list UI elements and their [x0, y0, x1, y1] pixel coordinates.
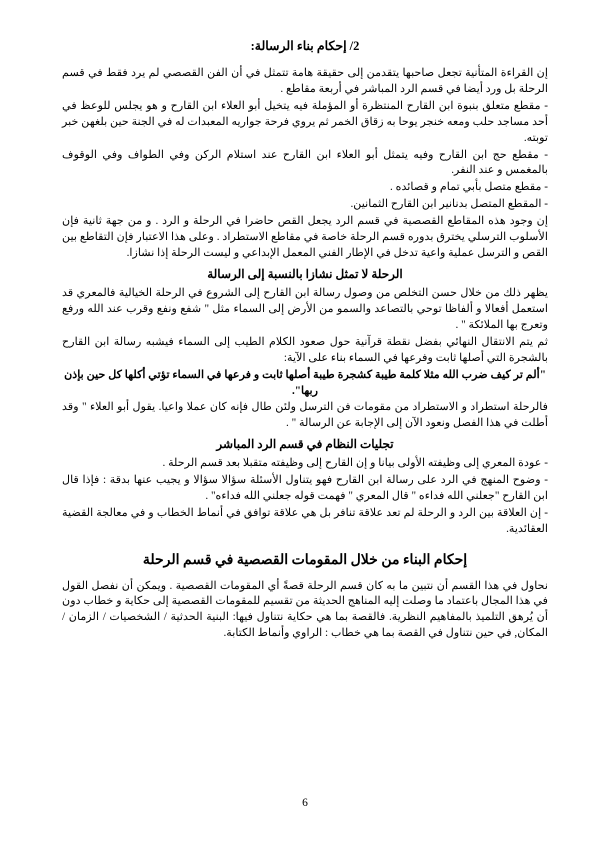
paragraph: - مقطع حج ابن القارح وفيه يتمثل أبو العلاء ابن القارح عند استلام الركن وفي الطواف وفي الوقوف بالمغمس و عند النفر.: [62, 148, 548, 177]
subheading-rihla: الرحلة لا تمثل نشازا بالنسبة إلى الرسالة: [207, 266, 403, 281]
istitrad-paragraphs: [62, 400, 548, 432]
subheading-nidham: تجليات النظام في قسم الرد المباشر: [216, 437, 394, 452]
paragraph: - المقطع المتصل بدنانير ابن القارح الثمانين.: [350, 198, 548, 211]
page-title: 2/ إحكام بناء الرسالة:: [250, 39, 360, 53]
rihla-paragraphs: [62, 286, 548, 367]
page-number: 6: [302, 797, 308, 809]
paragraph: نحاول في هذا القسم أن نتبين ما به كان قسم الرحلة قصةً أي المقومات القصصية . ويمكن أن نفصل القول في هذا المجال باعتماد ما وصلت إليه المناهج الحديثة من تقسيم للمقومات القصصية إلى حكاية و خطاب دون أن يُرهق التلميذ بالمفاهيم النظرية. فالقصة بما هي حكاية نتناول فيها: البنية الحدثية / الشخصيات / الزمان / المكان, في حين نتناول في القصة بما هي خطاب : الراوي وأنماط الكتابة.: [62, 579, 548, 640]
quranic-quote: "ألم تر كيف ضرب الله مثلا كلمة طيبة كشجرة طيبة أصلها ثابت و فرعها في السماء تؤتي أكلها كل حين بإذن ربها".: [64, 369, 546, 398]
muqawwimat-paragraphs: [62, 579, 548, 643]
paragraph: إن وجود هذه المقاطع القصصية في قسم الرد يجعل القص حاضرا في الرحلة و الرد . و من جهة ثانية فإن الأسلوب الترسلي يخترق بدوره قسم الرحلة خاصة في مقاطع الاستطراد . وعلى هذا الاعتبار فإن التقاطع بين القص و الترسل عملية واعية تدخل في الإطار الفني المعمل الإبداعي و ليست الرحلة إذا نشازا.: [62, 215, 548, 259]
intro-paragraphs: [62, 66, 548, 262]
paragraph: فالرحلة استطراد و الاستطراد من مقومات فن الترسل ولئن طال فإنه كان عملا واعيا. يقول أبو العلاء " وقد أطلت في هذا الفصل ونعود الآن إلى الإجابة عن الرسالة " .: [62, 401, 548, 430]
paragraph: - إن العلاقة بين الرد و الرحلة لم تعد علاقة تنافر بل هي علاقة توافق في أنماط الخطاب و في معالجة القضية العقائدية.: [62, 506, 548, 535]
paragraph: إن القراءة المتأنية تجعل صاحبها يتقدمن إلى حقيقة هامة تتمثل في أن الفن القصصي لم يرد فقط في قسم الرحلة بل ورد أيضا في قسم الرد المباشر في أربعة مقاطع .: [62, 67, 548, 95]
radd-paragraphs: [62, 456, 548, 538]
paragraph: - مقطع متعلق بنبوة ابن القارح المنتظرة أو المؤملة فيه يتخيل أبو العلاء ابن القارح و هو يجلس للوعظ في أحد مساجد حلب ومعه خنجر يوحا به زقاق الخمر ثم يروي فرحة جواريه المعبدات له في الجنة حين بلغهن خبر توبته.: [62, 99, 548, 144]
paragraph: ثم يتم الانتقال النهائي بفضل نقطة قرآنية حول صعود الكلام الطيب إلى السماء فيشبه رسالة ابن القارح بالشجرة التي أصلها ثابت وفرعها في السماء بناء على الآية:: [62, 335, 548, 364]
paragraph: - عودة المعري إلى وظيفته الأولى بيانا و إن القارح إلى وظيفته متقبلا بعد قسم الرحلة .: [162, 457, 548, 470]
paragraph: - مقطع متصل بأبي تمام و قصائده .: [389, 181, 548, 194]
paragraph: - وضوح المنهج في الرد على رسالة ابن القارح فهو يتناول الأسئلة سؤالا سؤالا و يجيب عنها بدقة : فإذا قال ابن القارح "جعلني الله فداءه " قال المعري " فهمت قوله جعلني الله فداءه" .: [62, 473, 548, 502]
section-title: إحكام البناء من خلال المقومات القصصية في قسم الرحلة: [142, 552, 468, 568]
paragraph: يظهر ذلك من خلال حسن التخلص من وصول رسالة ابن القارح إلى الشروع في الرحلة الخيالية فالمعري قد استعمل أفعالا و ألفاظا توحي بالتصاعد والسمو من الأرض إلى السماء مثل " شفع ونفع وقرب عند الله ورفع وتعرج بها الملائكة " .: [62, 286, 548, 331]
